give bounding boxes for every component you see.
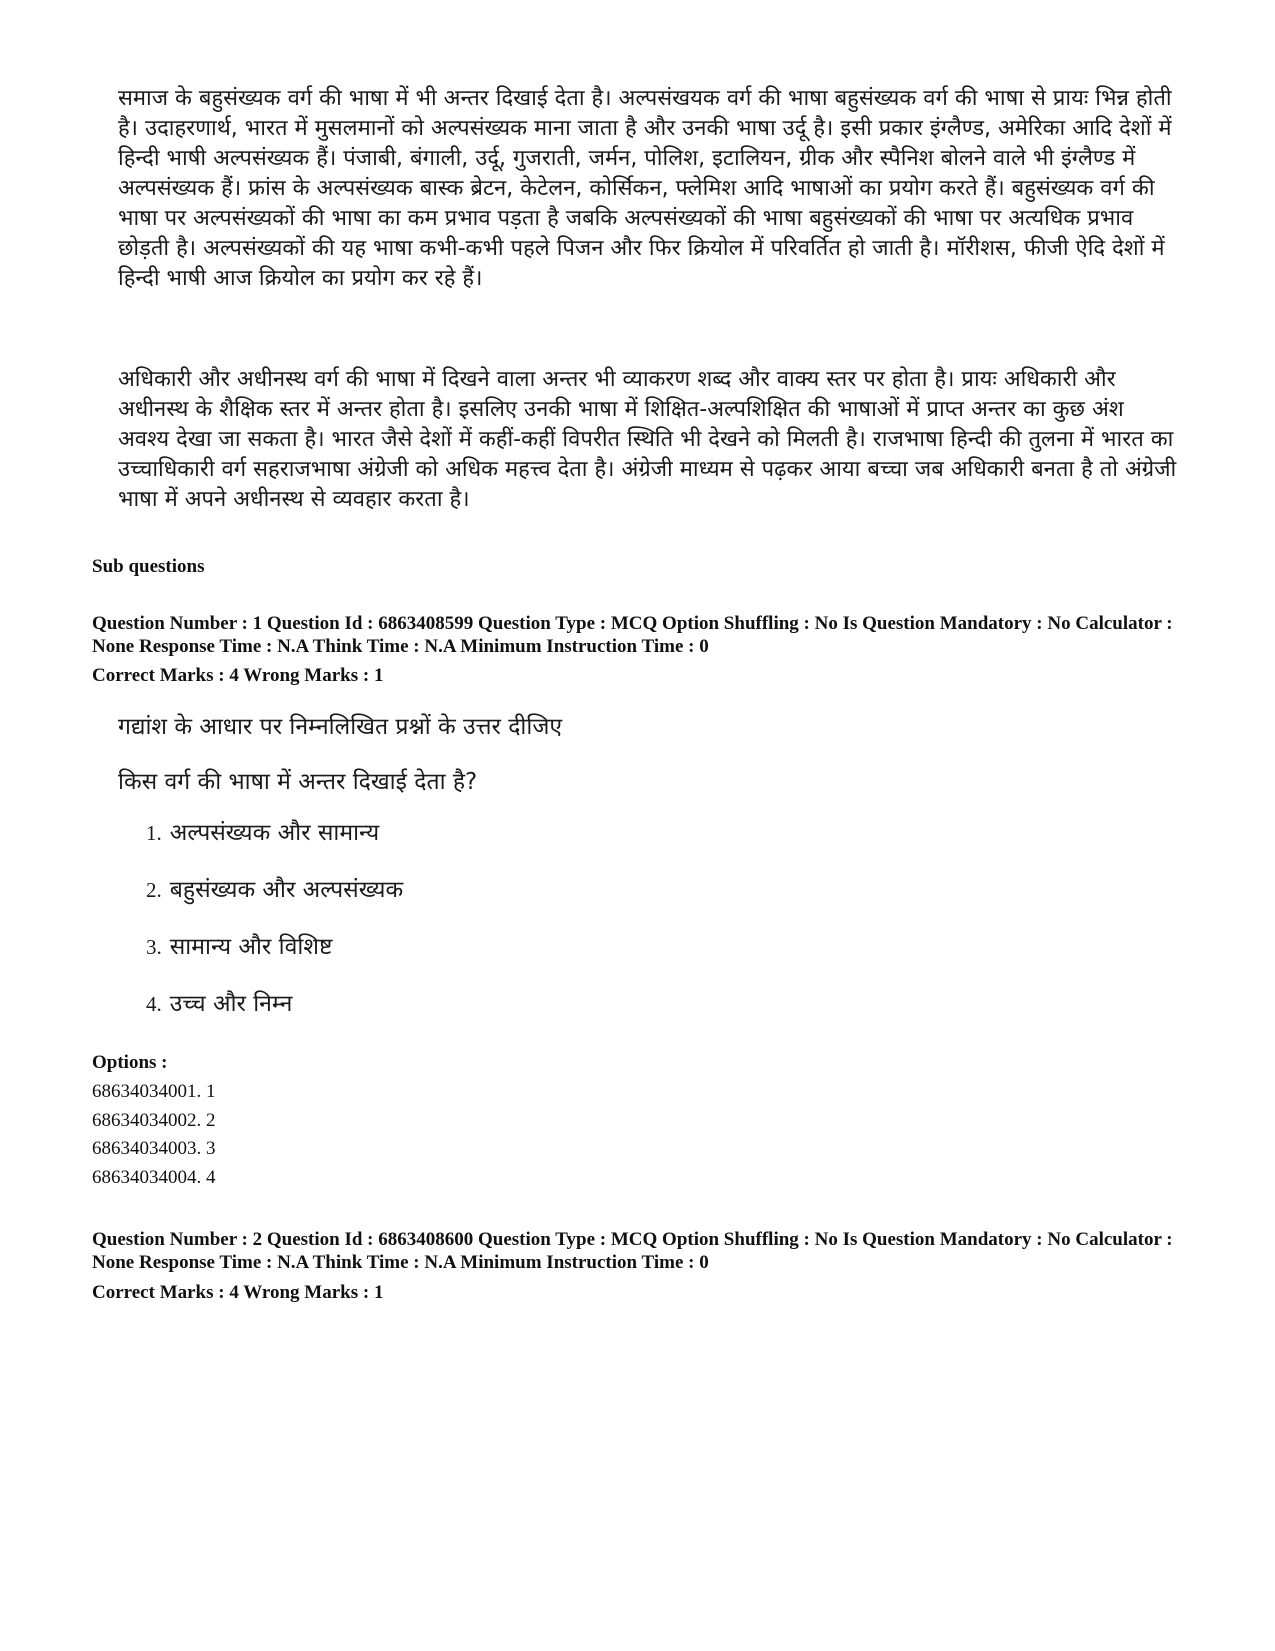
- question-1-choices: [146, 818, 403, 1046]
- question-2-marks: Correct Marks : 4 Wrong Marks : 1: [92, 1282, 384, 1303]
- option-id-item: 68634034001. 1: [92, 1081, 216, 1102]
- passage-paragraph-1-text: समाज के बहुसंख्यक वर्ग की भाषा में भी अन्तर दिखाई देता है। अल्पसंखयक वर्ग की भाषा बहुसंख्यक वर्ग की भाषा से प्रायः भिन्न होती है। उदाहरणार्थ, भारत में मुसलमानों को अल्पसंख्यक माना जाता है और उनकी भाषा उर्दू है। इसी प्रकार इंग्लैण्ड, अमेरिका आदि देशों में हिन्दी भाषी अल्पसंख्यक हैं। पंजाबी, बंगाली, उर्दू, गुजराती, जर्मन, पोलिश, इटालियन, ग्रीक और स्पैनिश बोलने वाले भी इंग्लैण्ड में अल्पसंख्यक हैं। फ्रांस के अल्पसंख्यक बास्क ब्रेटन, केटेलन, कोर्सिकन, फ्लेमिश आदि भाषाओं का प्रयोग करते हैं। बहुसंख्यक वर्ग की भाषा पर अल्पसंख्यकों की भाषा का कम प्रभाव पड़ता है जबकि अल्पसंख्यकों की भाषा बहुसंख्यकों की भाषा पर अत्यधिक प्रभाव छोड़ती है। अल्पसंख्यकों की यह भाषा कभी-कभी पहले पिजन और फिर क्रियोल में परिवर्तित हो जाती है। मॉरीशस, फीजी ऐदि देशों में हिन्दी भाषी आज क्रियोल का प्रयोग कर रहे हैं।: [118, 86, 1172, 291]
- choice-text: सामान्य और विशिष्ट: [169, 934, 333, 960]
- choice-text: उच्च और निम्न: [169, 991, 293, 1017]
- question-1-marks: Correct Marks : 4 Wrong Marks : 1: [92, 665, 384, 686]
- passage-paragraph-2-text: अधिकारी और अधीनस्थ वर्ग की भाषा में दिखने वाला अन्तर भी व्याकरण शब्द और वाक्य स्तर पर होता है। प्रायः अधिकारी और अधीनस्थ के शैक्षिक स्तर में अन्तर होता है। इसलिए उनकी भाषा में शिक्षित-अल्पशिक्षित की भाषाओं में प्राप्त अन्तर का कुछ अंश अवश्य देखा जा सकता है। भारत जैसे देशों में कहीं-कहीं विपरीत स्थिति भी देखने को मिलती है। राजभाषा हिन्दी की तुलना में भारत का उच्चाधिकारी वर्ग सहराजभाषा अंग्रेजी को अधिक महत्त्व देता है। अंग्रेजी माध्यम से पढ़कर आया बच्चा जब अधिकारी बनता है तो अंग्रेजी भाषा में अपने अधीनस्थ से व्यवहार करता है।: [118, 367, 1177, 512]
- question-1-instruction: गद्यांश के आधार पर निम्नलिखित प्रश्नों के उत्तर दीजिए: [118, 714, 563, 740]
- choice-number: 2.: [146, 878, 162, 902]
- choice-item: [146, 875, 403, 932]
- passage-paragraph-1: [118, 84, 1178, 294]
- option-id-item: 68634034002. 2: [92, 1109, 216, 1131]
- choice-text: अल्पसंख्यक और सामान्य: [169, 820, 380, 846]
- sub-questions-heading: Sub questions: [92, 556, 205, 577]
- question-1-meta: Question Number : 1 Question Id : 6863408599 Question Type : MCQ Option Shuffling : No Is Question Mandatory : No Calculator : None Response Time : N.A Think Time : N.A Minimum Instruction Time : 0: [92, 613, 1173, 657]
- question-2-meta: Question Number : 2 Question Id : 6863408600 Question Type : MCQ Option Shuffling : No Is Question Mandatory : No Calculator : None Response Time : N.A Think Time : N.A Minimum Instruction Time : 0: [92, 1229, 1173, 1273]
- choice-item: [146, 989, 403, 1046]
- choice-item: [146, 932, 403, 989]
- option-id-item: 68634034004. 4: [92, 1166, 216, 1188]
- choice-text: बहुसंख्यक और अल्पसंख्यक: [169, 877, 404, 903]
- options-list: [92, 1080, 216, 1194]
- choice-item: [146, 818, 403, 875]
- passage-paragraph-2: [118, 365, 1178, 515]
- options-heading: Options :: [92, 1052, 168, 1073]
- choice-number: 1.: [146, 821, 162, 845]
- question-1-text: किस वर्ग की भाषा में अन्तर दिखाई देता है?: [118, 769, 478, 795]
- choice-number: 4.: [146, 992, 162, 1016]
- choice-number: 3.: [146, 935, 162, 959]
- option-id-item: 68634034003. 3: [92, 1138, 216, 1159]
